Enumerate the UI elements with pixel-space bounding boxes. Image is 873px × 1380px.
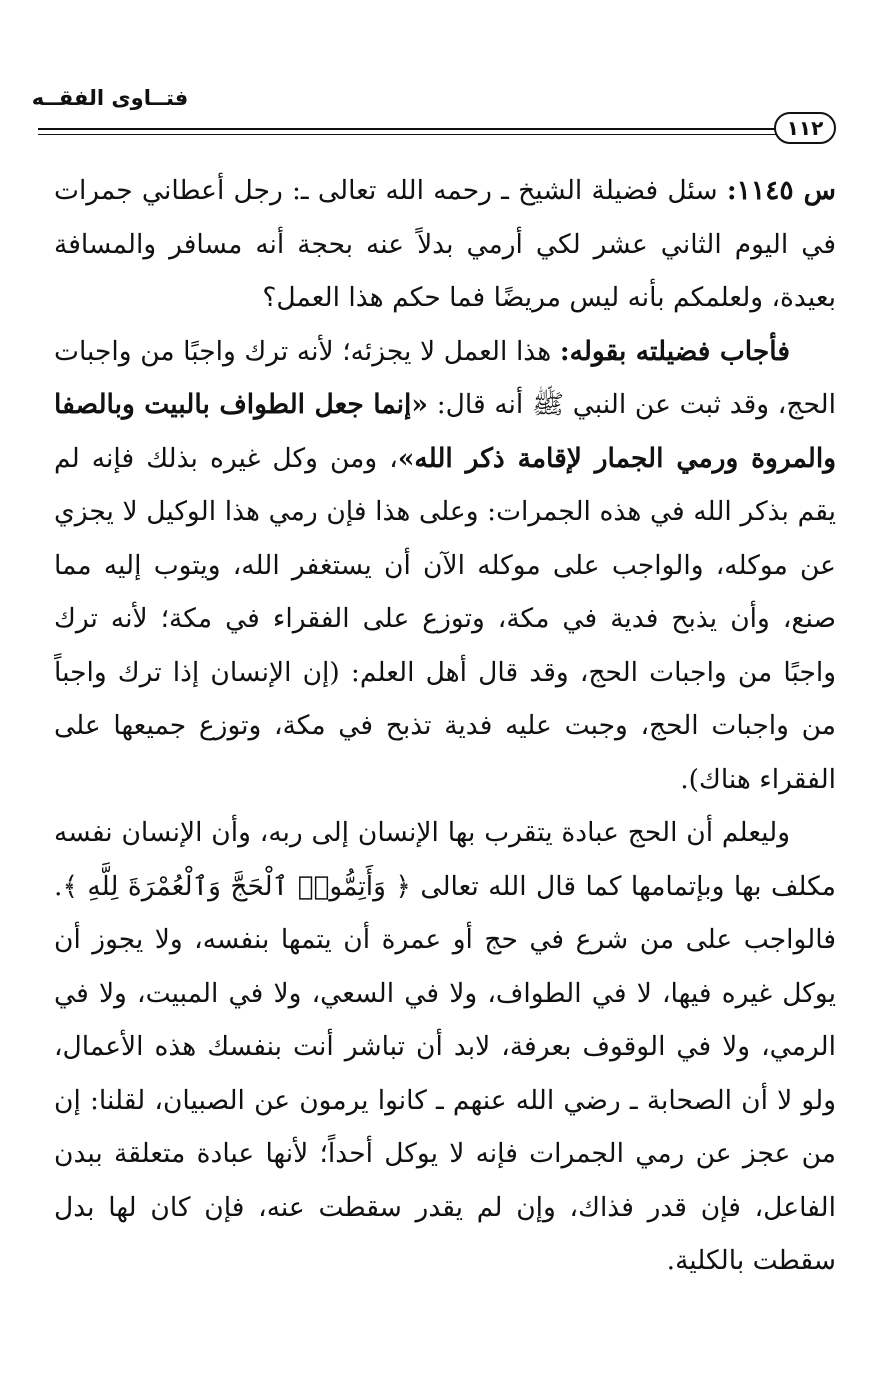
question-paragraph	[54, 164, 836, 325]
answer-label: فأجاب فضيلته بقوله:	[559, 335, 790, 367]
header-rule-thin	[38, 134, 776, 135]
page-number: ١١٢	[774, 112, 836, 144]
second-paragraph-text-2: . فالواجب على من شرع في حج أو عمرة أن يتمها بنفسه، ولا يجوز أن يوكل غيره فيها، لا في الطواف، ولا في السعي، ولا في المبيت، ولا في الرمي، ولا في الوقوف بعرفة، لابد أن تباشر أنت بنفسك هذه الأعمال، ولو لا أن الصحابة ـ رضي الله عنهم ـ كانوا يرمون عن الصبيان، لقلنا: إن من عجز عن رمي الجمرات فإنه لا يوكل أحداً؛ لأنها عبادة متعلقة ببدن الفاعل، فإن قدر فذاك، وإن لم يقدر سقطت عنه، فإن كان لها بدل سقطت بالكلية.	[54, 870, 836, 1276]
question-label: س ١١٤٥:	[726, 175, 836, 206]
header-rule	[38, 128, 778, 130]
header-title: فتــاوى الفقــه	[31, 86, 189, 110]
second-paragraph-text-1: وليعلم أن الحج عبادة يتقرب بها الإنسان إلى ربه، وأن الإنسان نفسه مكلف بها وبإتمامها كما قال الله تعالى	[54, 817, 837, 902]
answer-text-2: ، ومن وكل غيره بذلك فإنه لم يقم بذكر الله في هذه الجمرات: وعلى هذا فإن رمي هذا الوكيل لا يجزي عن موكله، والواجب على موكله الآن أن يستغفر الله، ويتوب إليه مما صنع، وأن يذبح فدية في مكة، وتوزع على الفقراء في مكة؛ لأنه ترك واجبًا من واجبات الحج، وقد قال أهل العلم: (إن الإنسان إذا ترك واجباً من واجبات الحج، وجبت عليه فدية تذبح في مكة، وتوزع جميعها على الفقراء هناك).	[54, 442, 836, 795]
answer-text-1: هذا العمل لا يجزئه؛ لأنه ترك واجبًا من واجبات الحج، وقد ثبت عن النبي ﷺ أنه قال:	[54, 335, 836, 420]
answer-paragraph	[54, 325, 836, 807]
question-text: سئل فضيلة الشيخ ـ رحمه الله تعالى ـ: رجل أعطاني جمرات في اليوم الثاني عشر لكي أرمي بدلاً عنه بحجة أنه مسافر والمسافة بعيدة، ولعلمكم بأنه ليس مريضًا فما حكم هذا العمل؟	[54, 175, 836, 313]
page-body	[54, 164, 836, 1288]
quran-verse: ﴿ وَأَتِمُّوا۟ ٱلْحَجَّ وَٱلْعُمْرَةَ لِلَّهِ ﴾	[62, 870, 411, 902]
hadith-quote: «إنما جعل الطواف بالبيت وبالصفا والمروة ورمي الجمار لإقامة ذكر الله»	[54, 389, 836, 474]
second-paragraph	[54, 806, 836, 1288]
